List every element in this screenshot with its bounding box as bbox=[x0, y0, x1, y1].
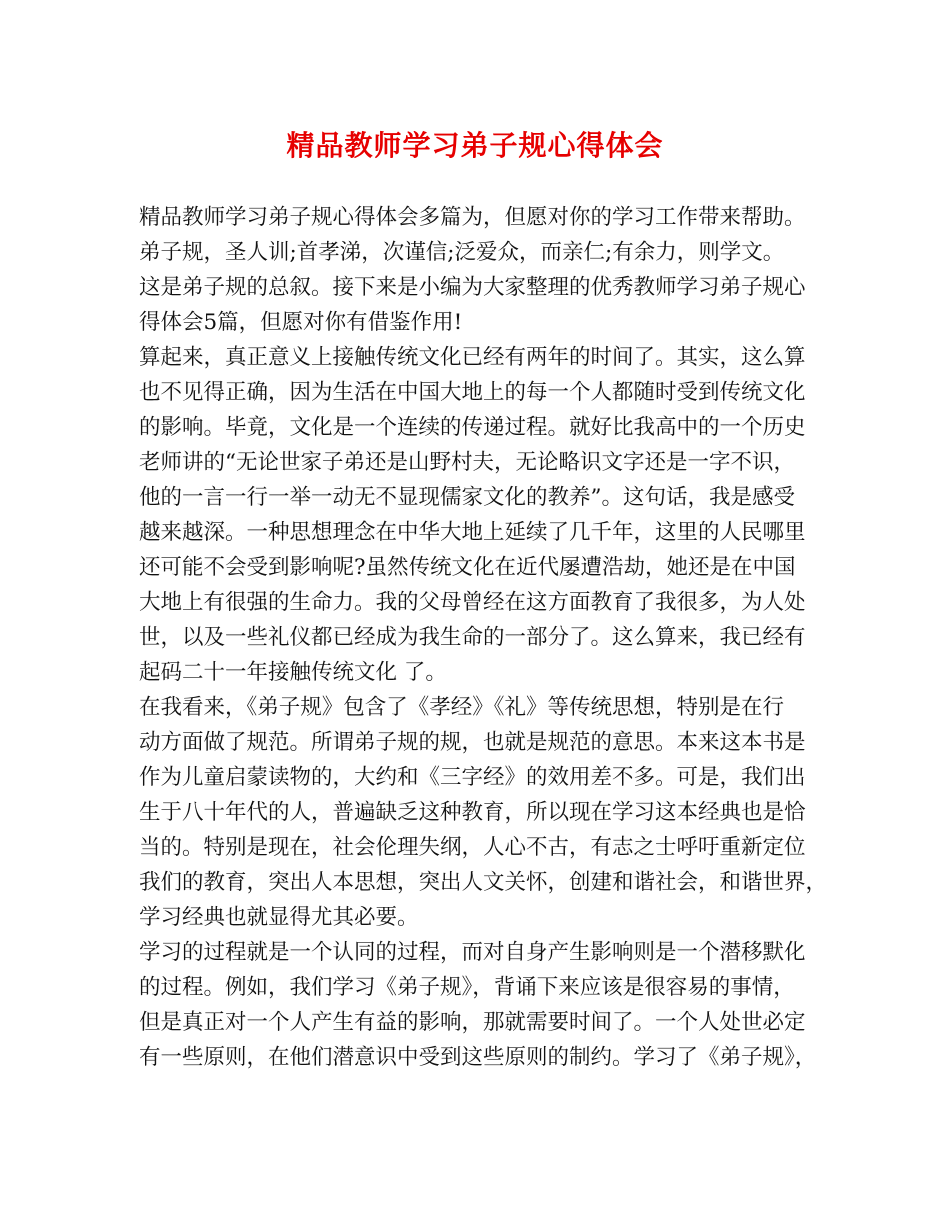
text-line: 有一些原则，在他们潜意识中受到这些原则的制约。学习了《弟子规》， bbox=[139, 1045, 817, 1070]
text-line: 在我看来，《弟子规》包含了《孝经》《礼》等传统思想，特别是在行 bbox=[139, 695, 785, 720]
text-line: 世，以及一些礼仪都已经成为我生命的一部分了。这么算来，我已经有 bbox=[139, 625, 806, 650]
text-line: 起码二十一年接触传统文化 了。 bbox=[139, 660, 447, 685]
text-line: 他的一言一行一举一动无不显现儒家文化的教养”。这句话，我是感受 bbox=[139, 485, 795, 510]
text-line: 老师讲的“无论世家子弟还是山野村夫，无论略识文字还是一字不识， bbox=[139, 450, 795, 475]
text-line: 作为儿童启蒙读物的，大约和《三字经》的效用差不多。可是，我们出 bbox=[139, 765, 806, 790]
text-line: 得体会5篇，但愿对你有借鉴作用! bbox=[139, 310, 463, 335]
text-line: 学习的过程就是一个认同的过程，而对自身产生影响则是一个潜移默化 bbox=[139, 940, 806, 965]
text-line: 大地上有很强的生命力。我的父母曾经在这方面教育了我很多，为人处 bbox=[139, 590, 806, 615]
text-line: 精品教师学习弟子规心得体会多篇为，但愿对你的学习工作带来帮助。 bbox=[139, 205, 806, 230]
text-line: 越来越深。一种思想理念在中华大地上延续了几千年，这里的人民哪里 bbox=[139, 520, 806, 545]
text-line: 生于八十年代的人，普遍缺乏这种教育，所以现在学习这本经典也是恰 bbox=[139, 800, 806, 825]
text-line: 的影响。毕竟，文化是一个连续的传递过程。就好比我高中的一个历史 bbox=[139, 415, 806, 440]
text-line: 也不见得正确，因为生活在中国大地上的每一个人都随时受到传统文化 bbox=[139, 380, 806, 405]
text-line: 这是弟子规的总叙。接下来是小编为大家整理的优秀教师学习弟子规心 bbox=[139, 275, 806, 300]
text-line: 我们的教育，突出人本思想，突出人文关怀，创建和谐社会，和谐世界， bbox=[139, 870, 828, 895]
text-line: 算起来，真正意义上接触传统文化已经有两年的时间了。其实，这么算 bbox=[139, 345, 806, 370]
text-line: 学习经典也就显得尤其必要。 bbox=[139, 905, 419, 930]
text-line: 当的。特别是现在，社会伦理失纲，人心不古，有志之士呼吁重新定位 bbox=[139, 835, 806, 860]
text-line: 但是真正对一个人产生有益的影响，那就需要时间了。一个人处世必定 bbox=[139, 1010, 806, 1035]
text-line: 动方面做了规范。所谓弟子规的规，也就是规范的意思。本来这本书是 bbox=[139, 730, 806, 755]
text-line: 弟子规，圣人训;首孝涕，次谨信;泛爱众，而亲仁;有余力，则学文。 bbox=[139, 240, 785, 265]
document-body bbox=[139, 200, 828, 1075]
document-title: 精品教师学习弟子规心得体会 bbox=[286, 129, 664, 162]
text-line: 还可能不会受到影响呢?虽然传统文化在近代屡遭浩劫，她还是在中国 bbox=[139, 555, 796, 580]
text-line: 的过程。例如，我们学习《弟子规》，背诵下来应该是很容易的事情， bbox=[139, 975, 795, 1000]
